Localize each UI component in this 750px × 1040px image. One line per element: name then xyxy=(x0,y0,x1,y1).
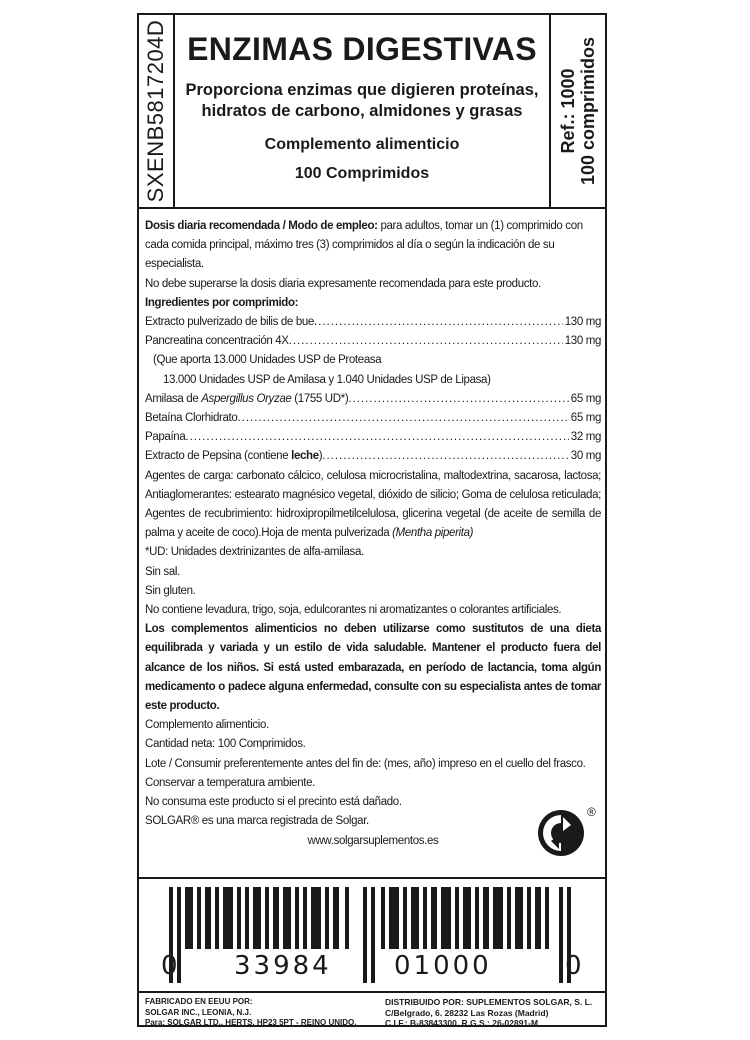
recycle-green-dot-icon xyxy=(537,809,585,857)
barcode-icon xyxy=(169,887,575,983)
sku-code: SXENB5817204D xyxy=(143,19,168,203)
dosage-text-1: para adultos, tomar un (1) comprimido con xyxy=(377,220,583,232)
ingredient-row xyxy=(145,332,601,351)
ingredient-row xyxy=(145,409,601,428)
ingredient-amount: 30 mg xyxy=(570,450,601,463)
warning-text: Los complementos alimenticios no deben utilizarse como sustitutos de una dieta equilibrada y variada y un estilo de vida saludable. Mantener el producto fuera del alcance de los niños. Si está usted embarazada, en período de lactancia, toma algún medicamento o padece alguna enfermedad, consulte con su especialista antes de tomar este producto. xyxy=(145,623,601,713)
ingredient-row xyxy=(145,313,601,332)
salt-free: Sin sal. xyxy=(145,565,180,578)
barcode-digits-left: 33984 xyxy=(234,951,332,981)
ingredient-name: Betaína Clorhidrato xyxy=(145,412,238,425)
barcode-digit-last: 0 xyxy=(565,951,582,981)
ingredient-row xyxy=(145,428,601,447)
made-line-2: SOLGAR INC., LEONIA, N.J. xyxy=(145,1007,252,1017)
excipients-text xyxy=(145,467,601,544)
excipients-species: (Mentha piperita) xyxy=(392,527,474,540)
ingredient-species: Aspergillus Oryzae xyxy=(201,392,292,405)
ref-line-2: 100 comprimidos xyxy=(578,36,598,186)
ingredients-heading: Ingredientes por comprimido: xyxy=(145,296,299,309)
info-lot: Lote / Consumir preferentemente antes del fin de: (mes, año) impreso en el cuello del frasco. xyxy=(145,757,586,770)
dosage-heading: Dosis diaria recomendada / Modo de empleo: xyxy=(145,220,378,232)
made-line-1: FABRICADO EN EEUU POR: xyxy=(145,997,253,1006)
dist-line-1: DISTRIBUIDO POR: SUPLEMENTOS SOLGAR, S. L. xyxy=(385,997,593,1007)
ingredient-row xyxy=(145,390,601,409)
leader-dots xyxy=(314,313,563,332)
product-label xyxy=(137,13,607,1027)
ingredient-name-part: Extracto de Pepsina (contiene xyxy=(145,450,292,463)
dosage-text-2: cada comida principal, máximo tres (3) comprimidos al día o según la indicación de su especialista. xyxy=(145,239,555,271)
info-seal: No consuma este producto si el precinto está dañado. xyxy=(145,796,402,809)
ingredient-name: Extracto pulverizado de bilis de bue xyxy=(145,316,314,329)
free-from-other: No contiene levadura, trigo, soja, edulcorantes ni aromatizantes o colorantes artificiales. xyxy=(145,604,562,617)
header-center xyxy=(175,15,549,207)
ingredient-name-part: Amilasa de xyxy=(145,392,202,405)
info-storage: Conservar a temperatura ambiente. xyxy=(145,776,315,789)
ingredient-name xyxy=(145,447,322,466)
ingredient-name-suffix: (1755 UD*) xyxy=(291,392,349,405)
ingredient-amount: 65 mg xyxy=(570,392,601,405)
dosage-line-1 xyxy=(145,217,601,236)
info-brand: SOLGAR® es una marca registrada de Solgar. xyxy=(145,815,369,828)
pancreatin-note-2: 13.000 Unidades USP de Amilasa y 1.040 Unidades USP de Lipasa) xyxy=(163,373,491,386)
pancreatin-note-1: (Que aporta 13.000 Unidades USP de Proteasa xyxy=(153,354,382,367)
ingredient-amount: 130 mg xyxy=(564,316,601,329)
dist-line-3: C.I.F.: B-83843300. R.G.S.: 26-02891-M xyxy=(385,1018,539,1028)
label-body xyxy=(145,217,601,851)
ingredient-amount: 130 mg xyxy=(564,335,601,348)
gluten-free: Sin gluten. xyxy=(145,584,196,597)
barcode-digits-right: 01000 xyxy=(394,951,492,981)
excipients-main: Agentes de carga: carbonato cálcico, celulosa microcristalina, maltodextrina, sacarosa, lactosa; Antiaglomerantes: estearato magnésico vegetal, dióxido de silicio; Goma de celulosa reticulada; Agentes de recubrimiento: hidroxipropilmetilcelulosa, glicerina vegetal (de aceite de semilla de palma y aceite de coco).Hoja de menta pulverizada xyxy=(145,469,601,540)
manufacturer-info xyxy=(145,997,356,1029)
leader-dots xyxy=(348,390,568,409)
ud-note: *UD: Unidades dextrinizantes de alfa-amilasa. xyxy=(145,546,364,559)
info-net: Cantidad neta: 100 Comprimidos. xyxy=(145,738,306,751)
distributor-info xyxy=(385,997,592,1029)
ref-text xyxy=(558,37,598,185)
leader-dots xyxy=(237,409,568,428)
ingredient-name: Papaína xyxy=(145,431,186,444)
ingredient-amount: 32 mg xyxy=(570,431,601,444)
ingredient-amount: 65 mg xyxy=(570,412,601,425)
ingredient-name-suffix: ) xyxy=(318,450,323,463)
product-type: Complemento alimenticio xyxy=(264,136,460,153)
barcode-area xyxy=(139,877,605,993)
leader-dots xyxy=(322,447,569,466)
ingredient-name xyxy=(145,390,348,409)
product-count: 100 Comprimidos xyxy=(294,165,430,182)
ref-strip xyxy=(549,15,605,207)
product-subtitle xyxy=(175,80,549,122)
label-header xyxy=(139,15,605,209)
dosage-text-3: No debe superarse la dosis diaria expresamente recomendada para este producto. xyxy=(145,277,541,290)
ingredient-name: Pancreatina concentración 4X xyxy=(145,335,289,348)
made-line-3: Para: SOLGAR LTD., HERTS, HP23 5PT - REINO UNIDO. xyxy=(145,1018,357,1027)
sku-strip xyxy=(139,15,175,207)
info-type: Complemento alimenticio. xyxy=(145,719,269,732)
ref-line-1: Ref.: 1000 xyxy=(558,68,578,154)
registered-mark: ® xyxy=(587,805,596,819)
leader-dots xyxy=(289,332,563,351)
allergen-text: leche xyxy=(291,450,319,463)
barcode-digit-first: 0 xyxy=(161,951,178,981)
leader-dots xyxy=(185,428,568,447)
website: www.solgarsuplementos.es xyxy=(307,834,439,847)
subtitle-line-1: Proporciona enzimas que digieren proteínas, xyxy=(185,81,539,99)
dist-line-2: C/Belgrado, 6. 28232 Las Rozas (Madrid) xyxy=(385,1007,549,1018)
subtitle-line-2: hidratos de carbono, almidones y grasas xyxy=(201,102,523,120)
ingredient-row xyxy=(145,447,601,466)
product-title: ENZIMAS DIGESTIVAS xyxy=(187,31,537,67)
